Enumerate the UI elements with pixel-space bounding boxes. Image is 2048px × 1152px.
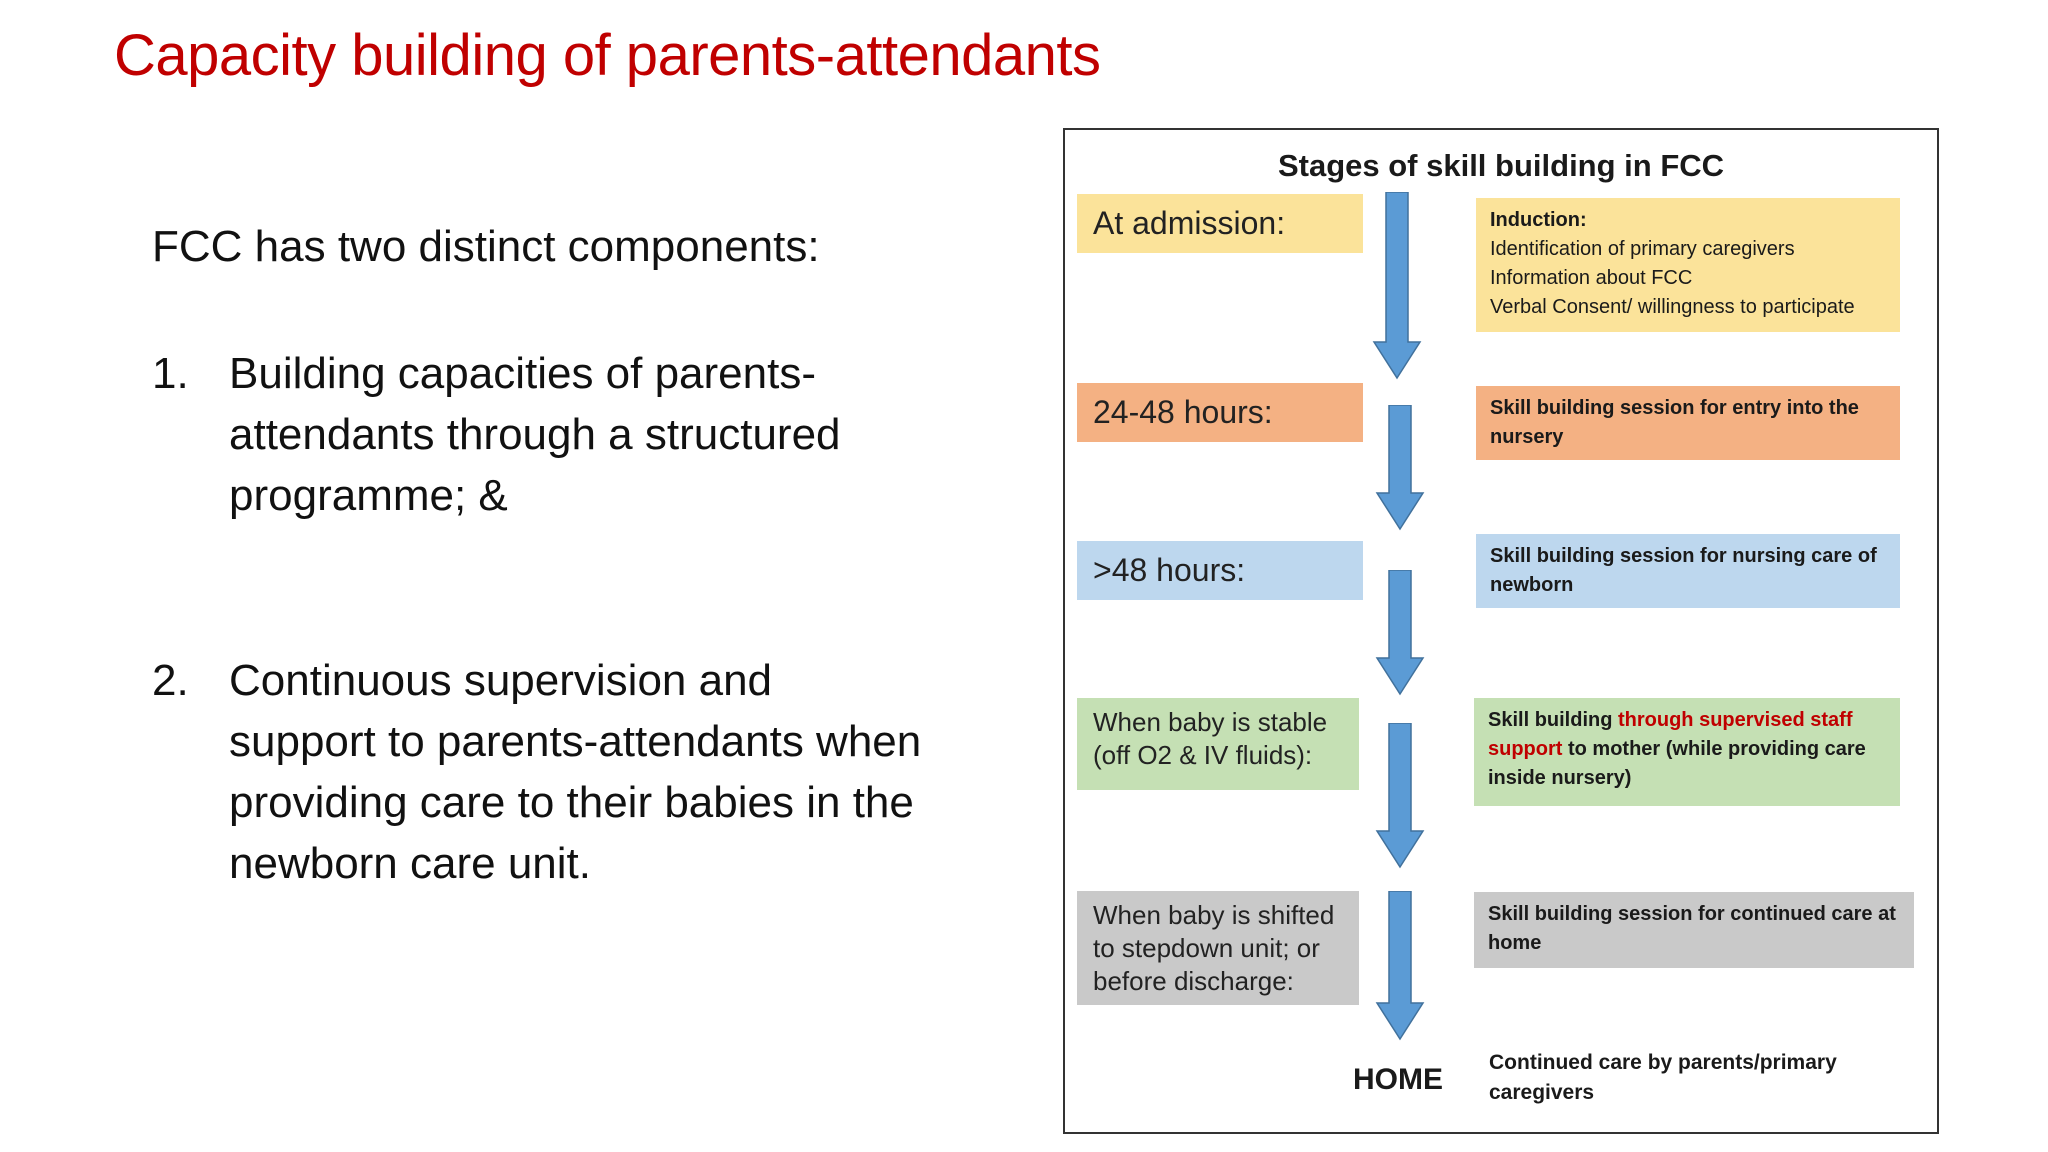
stage-label-admission: At admission: [1077,194,1363,253]
list-item-number: 1. [152,349,189,398]
list-item [152,343,912,526]
stage-label-baby-stable: When baby is stable (off O2 & IV fluids): [1077,698,1359,790]
slide-title: Capacity building of parents-attendants [114,23,1101,88]
list-item-text: Building capacities of parents-attendants through a structured programme; & [229,349,841,520]
stage-desc-over-48-hours: Skill building session for nursing care of newborn [1476,534,1900,608]
desc-line: Information about FCC [1490,267,1693,289]
stage-desc-stepdown: Skill building session for continued care at home [1474,892,1914,968]
desc-part: Skill building [1488,709,1618,731]
stage-label-over-48-hours: >48 hours: [1077,541,1363,600]
desc-line: Identification of primary caregivers [1490,238,1795,260]
stage-desc-24-48-hours: Skill building session for entry into the nursery [1476,386,1900,460]
down-arrow-icon [1372,192,1422,380]
desc-line: Induction: [1490,209,1587,231]
down-arrow-icon [1375,570,1425,696]
intro-text: FCC has two distinct components: [152,222,820,271]
desc-highlight: through supervised staff support [1488,709,1853,760]
list-item-number: 2. [152,656,189,705]
desc-line: Verbal Consent/ willingness to participate [1490,296,1855,318]
down-arrow-icon [1375,723,1425,869]
skill-building-flowchart [1063,128,1939,1134]
stage-desc-admission [1476,198,1900,332]
flowchart-title: Stages of skill building in FCC [1277,148,1725,183]
stage-desc-baby-stable [1474,698,1900,806]
stage-label-stepdown: When baby is shifted to stepdown unit; or before discharge: [1077,891,1359,1005]
home-label: HOME [1353,1063,1443,1096]
stage-label-24-48-hours: 24-48 hours: [1077,383,1363,442]
desc-part: to mother (while providing care inside nursery) [1488,738,1866,789]
down-arrow-icon [1375,891,1425,1041]
home-desc: Continued care by parents/primary caregivers [1489,1051,1837,1104]
list-item [152,650,922,894]
list-item-text: Continuous supervision and support to parents-attendants when providing care to their babies in the newborn care unit. [229,656,922,888]
down-arrow-icon [1375,405,1425,531]
